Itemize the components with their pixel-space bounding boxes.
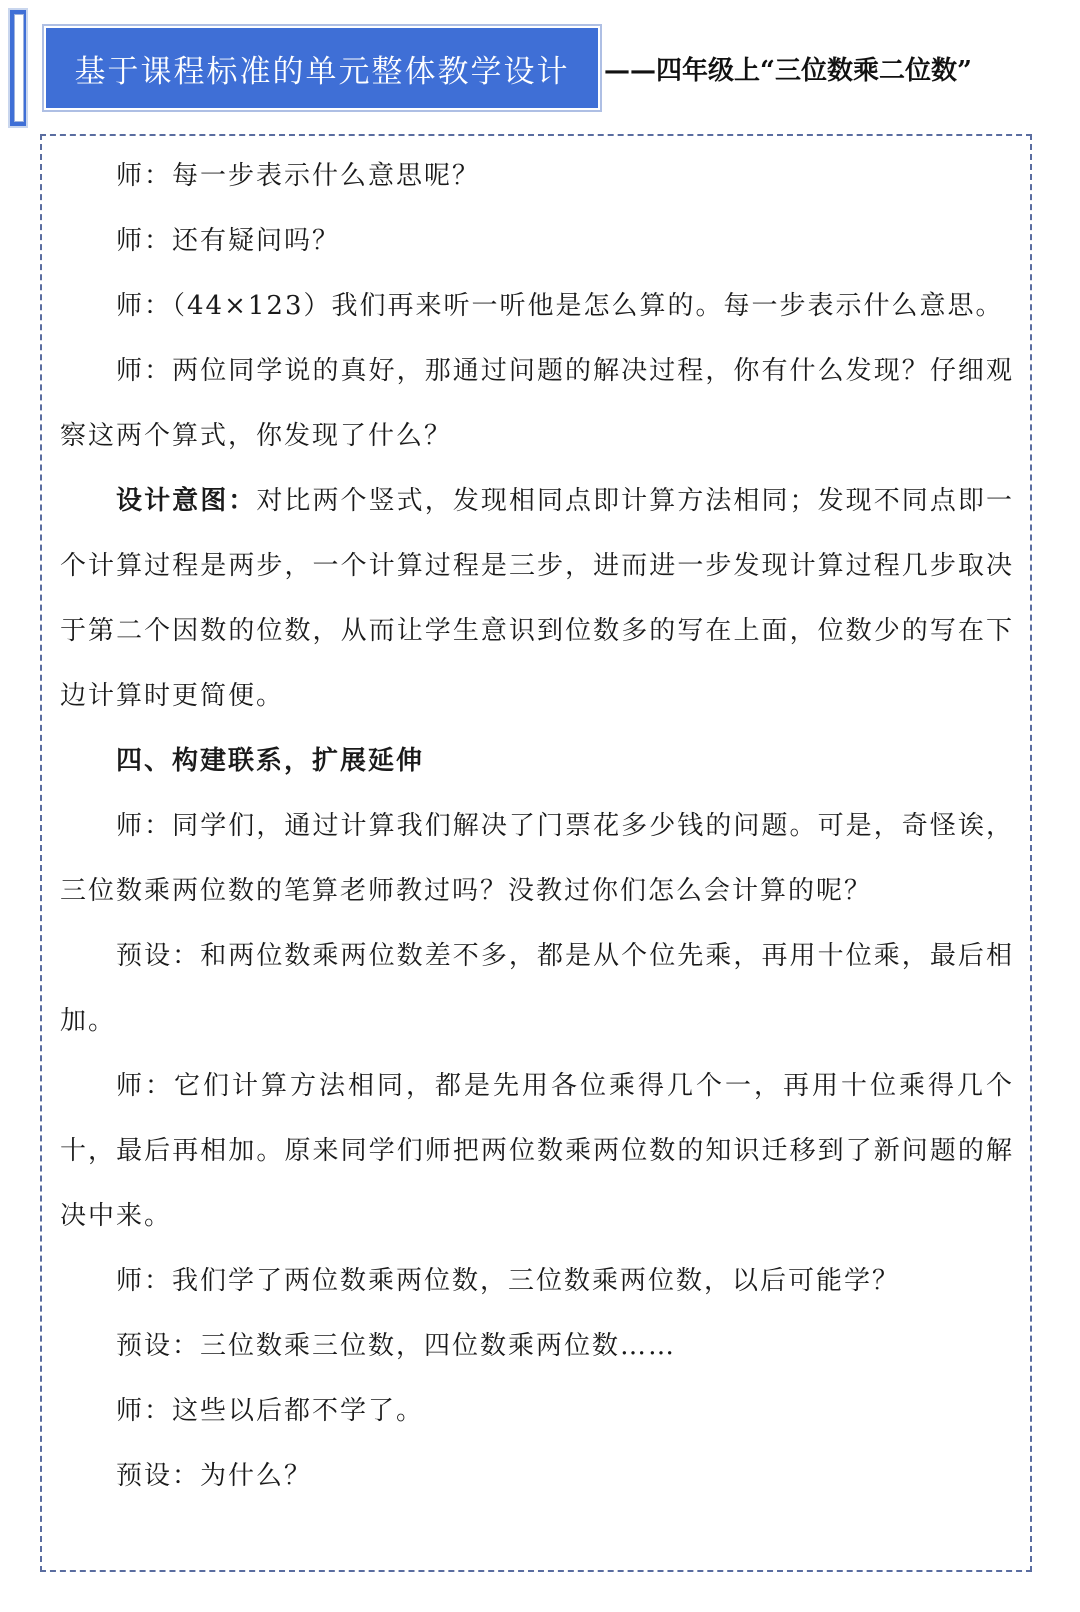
paragraph-4: 师：两位同学说的真好，那通过问题的解决过程，你有什么发现？仔细观察这两个算式，你发现了什么？ xyxy=(60,356,1014,451)
header-subtitle: ——四年级上“三位数乘二位数” xyxy=(604,56,972,86)
paragraph-6: 师：同学们，通过计算我们解决了门票花多少钱的问题。可是，奇怪诶，三位数乘两位数的笔算老师教过吗？没教过你们怎么会计算的呢？ xyxy=(60,811,1014,906)
section-heading-4: 四、构建联系，扩展延伸 xyxy=(116,746,425,776)
design-intent-text: 对比两个竖式，发现相同点即计算方法相同；发现不同点即一个计算过程是两步，一个计算过程是三步，进而进一步发现计算过程几步取决于第二个因数的位数，从而让学生意识到位数多的写在上面，位数少的写在下边计算时更简便。 xyxy=(60,486,1014,711)
paragraph-1: 师：每一步表示什么意思呢？ xyxy=(116,161,481,191)
paragraph-11: 师：这些以后都不学了。 xyxy=(116,1396,425,1426)
paragraph-10: 预设：三位数乘三位数，四位数乘两位数…… xyxy=(116,1331,677,1361)
header-title: 基于课程标准的单元整体教学设计 xyxy=(74,53,570,90)
content-frame xyxy=(40,134,1032,1572)
paragraph-8: 师：它们计算方法相同，都是先用各位乘得几个一，再用十位乘得几个十，最后再相加。原来同学们师把两位数乘两位数的知识迁移到了新问题的解决中来。 xyxy=(60,1071,1014,1231)
paragraph-2: 师：还有疑问吗？ xyxy=(116,226,341,256)
paragraph-9: 师：我们学了两位数乘两位数，三位数乘两位数，以后可能学？ xyxy=(116,1266,901,1296)
paragraph-12: 预设：为什么？ xyxy=(116,1461,313,1491)
design-intent-label: 设计意图： xyxy=(116,486,257,516)
paragraph-7: 预设：和两位数乘两位数差不多，都是从个位先乘，再用十位乘，最后相加。 xyxy=(60,941,1014,1036)
paragraph-3: 师：（44×123）我们再来听一听他是怎么算的。每一步表示什么意思。 xyxy=(116,291,1004,321)
header-title-box xyxy=(46,28,598,108)
design-intent-paragraph xyxy=(60,469,1014,729)
decorative-side-bar xyxy=(8,8,28,128)
